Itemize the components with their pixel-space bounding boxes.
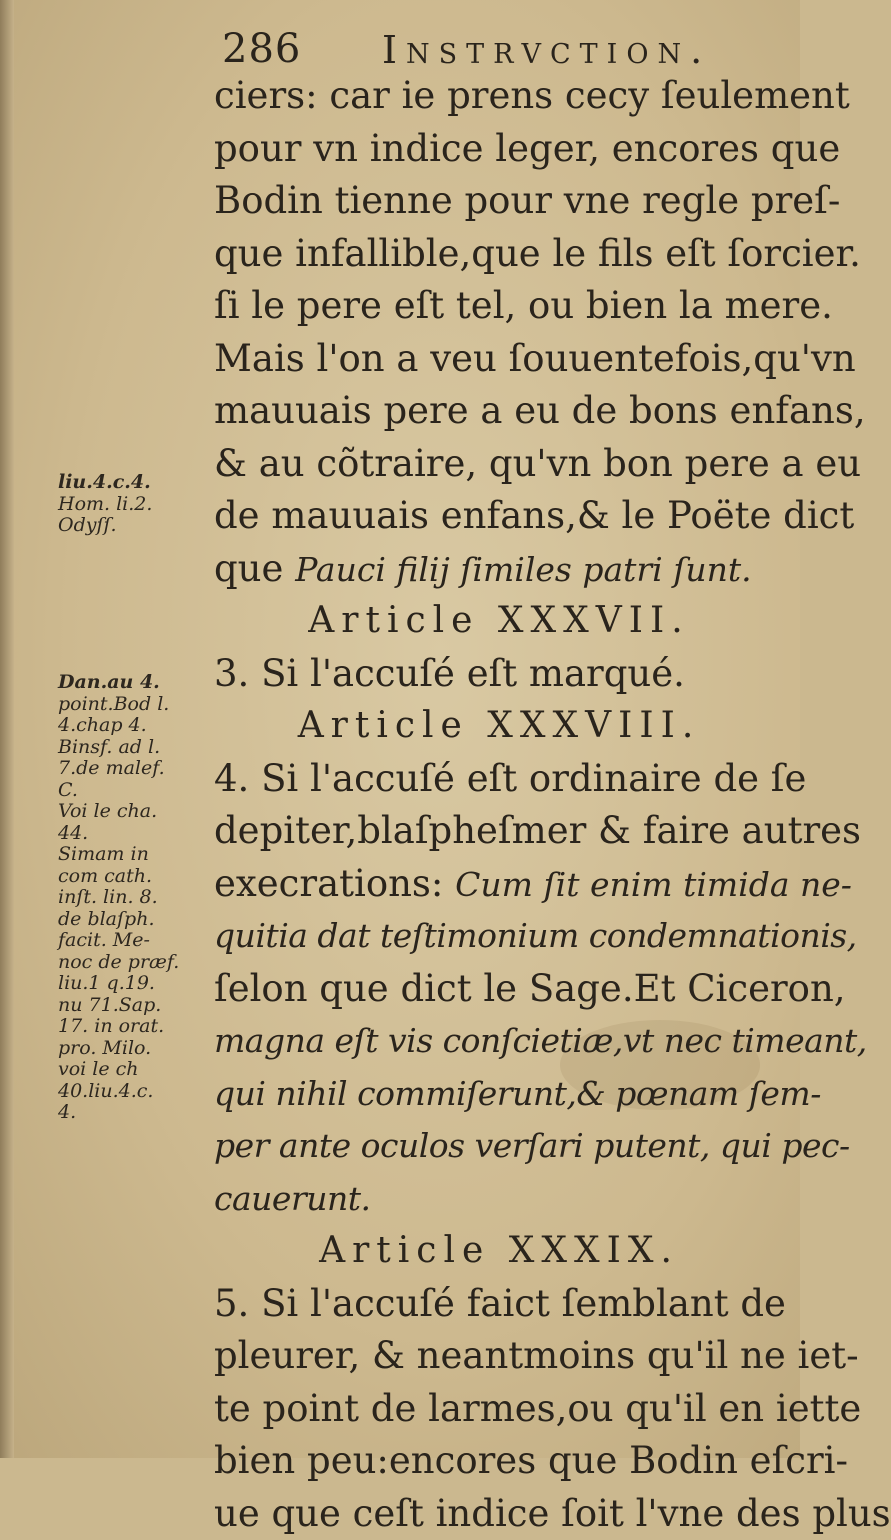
margin-note-line: C. xyxy=(58,780,208,802)
margin-note-line: 4.chap 4. xyxy=(58,715,208,737)
margin-note-references xyxy=(58,672,208,1124)
latin-quotation-line: magna eſt vis conſcietiæ,vt nec timeant, xyxy=(214,1015,784,1068)
text-segment: que xyxy=(214,547,295,590)
running-title: Instrvction. xyxy=(382,28,711,72)
text-line: mauuais pere a eu de bons enfans, xyxy=(214,385,784,438)
main-text xyxy=(214,70,784,1540)
margin-note-line: 44. xyxy=(58,823,208,845)
margin-note-line: Hom. li.2. xyxy=(58,494,208,516)
latin-quotation: Pauci filij ſimiles patri ſunt. xyxy=(295,550,752,589)
text-line: que infallible,que le fils eſt ſorcier. xyxy=(214,228,784,281)
text-line: de mauuais enfans,& le Poëte dict xyxy=(214,490,784,543)
margin-note-line: com cath. xyxy=(58,866,208,888)
text-line: depiter,blaſpheſmer & faire autres xyxy=(214,805,784,858)
margin-note-line: Dan.au 4. xyxy=(58,672,208,694)
margin-note-line: 40.liu.4.c. xyxy=(58,1081,208,1103)
margin-note-line: Binsf. ad l. xyxy=(58,737,208,759)
margin-note-line: voi le ch xyxy=(58,1059,208,1081)
text-line: 3. Si l'accuſé eſt marqué. xyxy=(214,648,784,701)
margin-note-line: Simam in xyxy=(58,844,208,866)
text-line: pleurer, & neantmoins qu'il ne iet- xyxy=(214,1330,784,1383)
text-line: Mais l'on a veu ſouuentefois,qu'vn xyxy=(214,333,784,386)
margin-note-line: liu.1 q.19. xyxy=(58,973,208,995)
margin-note-homer xyxy=(58,472,208,537)
margin-note-line: 17. in orat. xyxy=(58,1016,208,1038)
text-line: 5. Si l'accuſé faict ſemblant de xyxy=(214,1278,784,1331)
margin-note-line: liu.4.c.4. xyxy=(58,472,208,494)
latin-quotation-line: qui nihil commiſerunt,& pœnam ſem- xyxy=(214,1068,784,1121)
text-line: Bodin tienne pour vne regle preſ- xyxy=(214,175,784,228)
text-line: pour vn indice leger, encores que xyxy=(214,123,784,176)
text-line: 4. Si l'accuſé eſt ordinaire de ſe xyxy=(214,753,784,806)
margin-note-line: pro. Milo. xyxy=(58,1038,208,1060)
margin-note-line: Odyſſ. xyxy=(58,515,208,537)
text-line: ue que ceſt indice ſoit l'vne des plus xyxy=(214,1488,784,1540)
margin-note-line: 7.de malef. xyxy=(58,758,208,780)
margin-note-line: facit. Me- xyxy=(58,930,208,952)
page-number: 286 xyxy=(222,26,301,72)
page-gutter xyxy=(0,0,14,1458)
text-line: & au cõtraire, qu'vn bon pere a eu xyxy=(214,438,784,491)
margin-note-line: inſt. lin. 8. xyxy=(58,887,208,909)
article-heading: Article XXXVIII. xyxy=(214,700,784,753)
latin-quotation-line: quitia dat teſtimonium condemnationis, xyxy=(214,910,784,963)
margin-note-line: nu 71.Sap. xyxy=(58,995,208,1017)
article-heading: Article XXXVII. xyxy=(214,595,784,648)
article-heading: Article XXXIX. xyxy=(214,1225,784,1278)
latin-quotation-line: per ante oculos verſari putent, qui pec- xyxy=(214,1120,784,1173)
text-line: ciers: car ie prens cecy ſeulement xyxy=(214,70,784,123)
margin-note-line: de blaſph. xyxy=(58,909,208,931)
margin-note-line: Voi le cha. xyxy=(58,801,208,823)
margin-note-line: point.Bod l. xyxy=(58,694,208,716)
margin-note-line: noc de præf. xyxy=(58,952,208,974)
text-line: bien peu:encores que Bodin eſcri- xyxy=(214,1435,784,1488)
latin-quotation-line: cauerunt. xyxy=(214,1173,784,1226)
latin-quotation: Cum ſit enim timida ne- xyxy=(455,865,852,904)
text-line: ſi le pere eſt tel, ou bien la mere. xyxy=(214,280,784,333)
text-line: te point de larmes,ou qu'il en iette xyxy=(214,1383,784,1436)
margin-note-line: 4. xyxy=(58,1102,208,1124)
text-segment: execrations: xyxy=(214,862,455,905)
text-line-mixed xyxy=(214,543,784,596)
text-line: ſelon que dict le Sage.Et Ciceron, xyxy=(214,963,784,1016)
text-line-mixed xyxy=(214,858,784,911)
